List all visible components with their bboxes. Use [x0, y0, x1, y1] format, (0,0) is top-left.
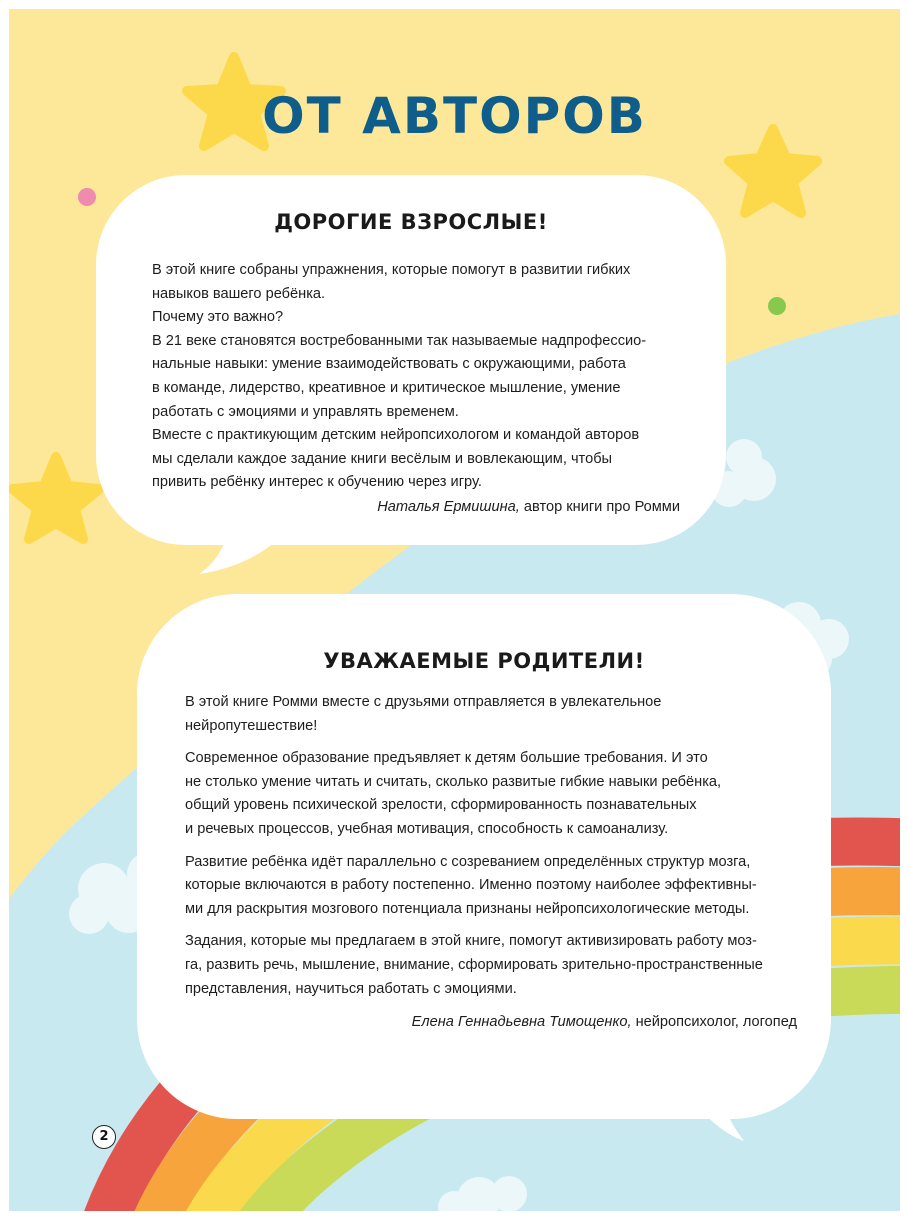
author-signature: [412, 1014, 797, 1030]
text-line: представления, научиться работать с эмоциями.: [185, 980, 517, 997]
text-line: нейропутешествие!: [185, 717, 318, 734]
text-line: Современное образование предъявляет к детям большие требования. И это: [185, 750, 708, 767]
dot-green: [768, 297, 786, 315]
page-title: ОТ АВТОРОВ: [262, 87, 647, 145]
text-line: не столько умение читать и считать, сколько развитые гибкие навыки ребёнка,: [185, 773, 722, 790]
speech-bubble-parents: [137, 594, 831, 1119]
paragraph: [185, 930, 763, 1001]
cloud-icon: [438, 1176, 527, 1211]
author-name: Елена Геннадьевна Тимощенко,: [411, 1014, 632, 1030]
speech-bubble-adults: [96, 175, 726, 545]
section-text-adults: [152, 259, 646, 495]
section-heading-parents: УВАЖАЕМЫЕ РОДИТЕЛИ!: [323, 649, 645, 673]
section-text-parents: [185, 691, 763, 1001]
text-line: В 21 веке становятся востребованными так называемые надпрофессио-: [152, 332, 647, 349]
text-line: привить ребёнку интерес к обучению через игру.: [152, 474, 482, 491]
text-line: и речевых процессов, учебная мотивация, способность к самоанализу.: [185, 820, 669, 837]
author-name: Наталья Ермишина,: [377, 499, 520, 515]
paragraph: [185, 691, 763, 738]
text-line: работать с эмоциями и управлять временем.: [152, 403, 459, 420]
author-signature: [377, 499, 680, 515]
text-line: Задания, которые мы предлагаем в этой книге, помогут активизировать работу моз-: [185, 933, 757, 950]
text-line: в команде, лидерство, креативное и критическое мышление, умение: [152, 379, 621, 396]
text-line: Почему это важно?: [152, 309, 284, 326]
section-heading-adults: ДОРОГИЕ ВЗРОСЛЫЕ!: [274, 210, 548, 234]
page: [9, 9, 900, 1211]
text-line: общий уровень психической зрелости, сформированность познавательных: [185, 797, 697, 814]
text-line: навыков вашего ребёнка.: [152, 285, 326, 302]
text-line: которые включаются в работу постепенно. Именно поэтому наиболее эффективны-: [185, 877, 757, 894]
dot-pink: [78, 188, 96, 206]
text-line: В этой книге Ромми вместе с друзьями отправляется в увлекательное: [185, 694, 662, 710]
text-line: В этой книге собраны упражнения, которые помогут в развитии гибких: [152, 262, 631, 278]
text-line: нальные навыки: умение взаимодействовать с окружающими, работа: [152, 356, 626, 373]
author-role: нейропсихолог, логопед: [631, 1014, 797, 1030]
text-line: мы сделали каждое задание книги весёлым и вовлекающим, чтобы: [152, 450, 613, 467]
text-line: ми для раскрытия мозгового потенциала признаны нейропсихологические методы.: [185, 900, 750, 917]
text-line: Развитие ребёнка идёт параллельно с созреванием определённых структур мозга,: [185, 853, 751, 870]
text-line: Вместе с практикующим детским нейропсихологом и командой авторов: [152, 427, 640, 444]
author-role: автор книги про Ромми: [519, 499, 680, 515]
text-line: га, развить речь, мышление, внимание, сформировать зрительно-пространственные: [185, 956, 763, 973]
paragraph: [185, 747, 763, 841]
paragraph: [185, 851, 763, 922]
page-number: 2: [92, 1125, 116, 1149]
